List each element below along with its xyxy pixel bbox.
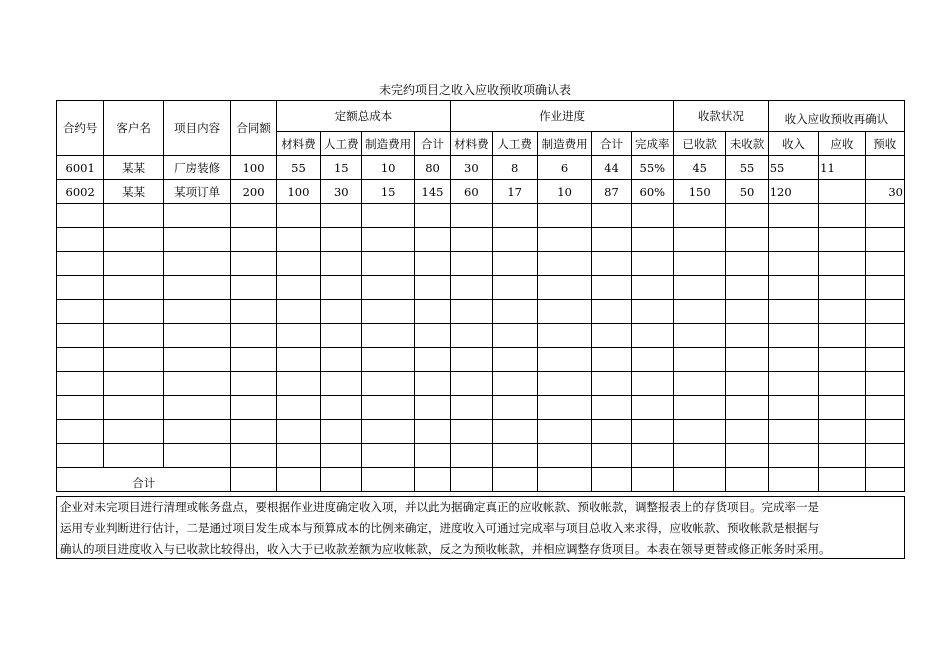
table-cell[interactable] (451, 420, 492, 444)
table-cell[interactable] (163, 420, 231, 444)
table-cell[interactable] (492, 276, 537, 300)
table-cell[interactable] (451, 372, 492, 396)
table-cell[interactable]: 厂房装修 (163, 156, 231, 180)
table-cell[interactable] (537, 468, 591, 492)
header-unreceived: 未收款 (726, 132, 768, 156)
table-cell[interactable] (865, 372, 904, 396)
total-row (57, 468, 905, 492)
table-cell[interactable]: 10 (537, 180, 591, 204)
table-cell[interactable] (537, 252, 591, 276)
table-cell[interactable] (451, 396, 492, 420)
table-cell[interactable]: 6 (537, 156, 591, 180)
table-cell[interactable] (163, 372, 231, 396)
table-cell[interactable] (673, 444, 725, 468)
table-cell[interactable] (865, 156, 904, 180)
table-cell[interactable] (276, 468, 320, 492)
table-cell[interactable] (819, 276, 865, 300)
table-cell[interactable] (414, 348, 450, 372)
table-cell[interactable] (673, 348, 725, 372)
table-cell[interactable] (537, 420, 591, 444)
table-cell[interactable]: 6001 (57, 156, 104, 180)
table-cell[interactable] (362, 396, 414, 420)
table-cell[interactable] (231, 348, 276, 372)
table-cell[interactable] (231, 444, 276, 468)
table-cell[interactable] (451, 228, 492, 252)
table-cell[interactable] (451, 324, 492, 348)
table-cell[interactable] (768, 444, 818, 468)
table-cell[interactable] (673, 204, 725, 228)
table-cell[interactable] (492, 324, 537, 348)
table-cell[interactable] (819, 204, 865, 228)
table-cell[interactable] (104, 204, 163, 228)
table-cell[interactable]: 15 (362, 180, 414, 204)
table-cell[interactable]: 11 (819, 156, 865, 180)
table-cell[interactable]: 55 (276, 156, 320, 180)
table-cell[interactable]: 某某 (104, 156, 163, 180)
header-received: 已收款 (673, 132, 725, 156)
table-cell[interactable]: 8 (492, 156, 537, 180)
table-cell[interactable] (492, 204, 537, 228)
table-cell[interactable] (592, 276, 631, 300)
empty-row (57, 276, 905, 300)
table-cell[interactable] (726, 276, 768, 300)
table-cell[interactable] (819, 252, 865, 276)
table-cell[interactable] (537, 204, 591, 228)
header-subtotal: 合计 (414, 132, 450, 156)
table-cell[interactable] (492, 252, 537, 276)
table-cell[interactable] (321, 444, 362, 468)
table-cell[interactable] (768, 252, 818, 276)
table-cell[interactable] (231, 300, 276, 324)
table-cell[interactable] (163, 276, 231, 300)
table-cell[interactable] (362, 372, 414, 396)
table-cell[interactable] (768, 204, 818, 228)
table-cell[interactable] (321, 372, 362, 396)
header-row-1 (57, 101, 905, 132)
spreadsheet-table (56, 100, 905, 492)
table-cell[interactable] (819, 420, 865, 444)
table-cell[interactable]: 45 (673, 156, 725, 180)
table-cell[interactable] (451, 468, 492, 492)
table-cell[interactable] (537, 444, 591, 468)
table-cell[interactable] (451, 276, 492, 300)
table-cell[interactable]: 120 (768, 180, 818, 204)
table-cell[interactable] (492, 228, 537, 252)
table-cell[interactable]: 17 (492, 180, 537, 204)
table-cell[interactable] (57, 252, 104, 276)
table-cell[interactable]: 60 (451, 180, 492, 204)
table-cell[interactable] (865, 204, 904, 228)
table-cell[interactable] (865, 444, 904, 468)
table-cell[interactable]: 80 (414, 156, 450, 180)
table-cell[interactable] (592, 468, 631, 492)
table-cell[interactable] (321, 468, 362, 492)
table-cell[interactable] (362, 300, 414, 324)
table-cell[interactable] (592, 228, 631, 252)
table-cell[interactable] (163, 324, 231, 348)
table-cell[interactable]: 150 (673, 180, 725, 204)
table-cell[interactable] (865, 396, 904, 420)
table-cell[interactable] (631, 252, 673, 276)
table-cell[interactable] (592, 204, 631, 228)
table-cell[interactable]: 44 (592, 156, 631, 180)
table-cell[interactable] (163, 396, 231, 420)
table-row (57, 156, 905, 180)
table-cell[interactable] (362, 420, 414, 444)
table-cell[interactable]: 87 (592, 180, 631, 204)
table-cell[interactable] (57, 324, 104, 348)
table-cell[interactable] (414, 204, 450, 228)
table-cell[interactable] (631, 348, 673, 372)
table-cell[interactable] (362, 204, 414, 228)
table-row (57, 180, 905, 204)
table-cell[interactable] (414, 420, 450, 444)
table-cell[interactable] (819, 468, 865, 492)
table-cell[interactable] (492, 468, 537, 492)
table-cell[interactable] (673, 300, 725, 324)
table-cell[interactable] (631, 228, 673, 252)
table-cell[interactable] (321, 228, 362, 252)
table-cell[interactable] (362, 468, 414, 492)
table-cell[interactable] (819, 372, 865, 396)
table-cell[interactable] (492, 348, 537, 372)
table-cell[interactable]: 某项订单 (163, 180, 231, 204)
header-advance: 预收 (865, 132, 904, 156)
header-contract-amount: 合同额 (231, 101, 276, 156)
table-cell[interactable] (276, 252, 320, 276)
table-cell[interactable] (673, 252, 725, 276)
table-cell[interactable] (592, 348, 631, 372)
empty-row (57, 300, 905, 324)
table-cell[interactable] (276, 276, 320, 300)
table-cell[interactable] (414, 444, 450, 468)
table-cell[interactable] (631, 396, 673, 420)
table-cell[interactable] (231, 372, 276, 396)
table-cell[interactable] (104, 348, 163, 372)
table-cell[interactable] (104, 300, 163, 324)
table-cell[interactable] (104, 276, 163, 300)
table-cell[interactable] (631, 204, 673, 228)
table-cell[interactable] (57, 372, 104, 396)
table-cell[interactable] (865, 300, 904, 324)
table-cell[interactable] (104, 252, 163, 276)
table-title: 未完约项目之收入应收预收项确认表 (378, 83, 571, 97)
empty-row (57, 324, 905, 348)
table-cell[interactable] (231, 204, 276, 228)
table-cell[interactable] (819, 444, 865, 468)
table-cell[interactable]: 145 (414, 180, 450, 204)
table-cell[interactable] (57, 276, 104, 300)
table-cell[interactable] (492, 372, 537, 396)
table-cell[interactable] (726, 372, 768, 396)
header-manufacturing-2: 制造费用 (537, 132, 591, 156)
table-cell[interactable] (537, 228, 591, 252)
table-cell[interactable] (163, 444, 231, 468)
table-cell[interactable] (321, 348, 362, 372)
table-cell[interactable] (276, 396, 320, 420)
table-cell[interactable] (362, 444, 414, 468)
table-cell[interactable] (768, 228, 818, 252)
table-cell[interactable] (631, 324, 673, 348)
table-cell[interactable] (726, 300, 768, 324)
header-subtotal-2: 合计 (592, 132, 631, 156)
table-cell[interactable] (492, 396, 537, 420)
table-cell[interactable] (104, 396, 163, 420)
table-cell[interactable] (631, 276, 673, 300)
table-cell[interactable] (768, 348, 818, 372)
header-quota-cost: 定额总成本 (276, 101, 450, 132)
table-cell[interactable]: 某某 (104, 180, 163, 204)
table-cell[interactable] (57, 420, 104, 444)
empty-row (57, 204, 905, 228)
table-cell[interactable] (673, 324, 725, 348)
table-cell[interactable] (537, 300, 591, 324)
table-cell[interactable] (231, 420, 276, 444)
table-cell[interactable] (57, 444, 104, 468)
header-project: 项目内容 (163, 101, 231, 156)
table-cell[interactable]: 200 (231, 180, 276, 204)
table-cell[interactable] (104, 420, 163, 444)
empty-row (57, 348, 905, 372)
table-cell[interactable] (163, 348, 231, 372)
table-cell[interactable] (276, 348, 320, 372)
empty-row (57, 396, 905, 420)
table-cell[interactable] (231, 252, 276, 276)
table-cell[interactable] (537, 396, 591, 420)
header-manufacturing: 制造费用 (362, 132, 414, 156)
table-cell[interactable] (631, 420, 673, 444)
table-cell[interactable] (768, 468, 818, 492)
table-cell[interactable] (768, 372, 818, 396)
header-customer: 客户名 (104, 101, 163, 156)
table-cell[interactable] (321, 204, 362, 228)
table-cell[interactable] (362, 324, 414, 348)
table-cell[interactable] (163, 204, 231, 228)
table-cell[interactable] (819, 348, 865, 372)
table-cell[interactable] (414, 276, 450, 300)
table-cell[interactable] (726, 204, 768, 228)
table-cell[interactable] (673, 372, 725, 396)
table-cell[interactable] (819, 300, 865, 324)
table-cell[interactable] (768, 300, 818, 324)
table-cell[interactable] (231, 276, 276, 300)
table-cell[interactable] (726, 348, 768, 372)
table-cell[interactable] (726, 324, 768, 348)
table-cell[interactable] (231, 396, 276, 420)
empty-row (57, 228, 905, 252)
table-cell[interactable] (163, 300, 231, 324)
table-cell[interactable] (276, 420, 320, 444)
table-cell[interactable] (768, 276, 818, 300)
table-cell[interactable] (726, 468, 768, 492)
header-completion-rate: 完成率 (631, 132, 673, 156)
table-cell[interactable] (276, 324, 320, 348)
table-cell[interactable] (631, 372, 673, 396)
table-cell[interactable] (673, 396, 725, 420)
table-cell[interactable] (537, 372, 591, 396)
table-cell[interactable] (865, 276, 904, 300)
header-reconfirm: 收入应收预收再确认 (768, 101, 904, 132)
table-cell[interactable] (276, 372, 320, 396)
table-cell[interactable] (276, 444, 320, 468)
table-cell[interactable]: 55 (726, 156, 768, 180)
table-cell[interactable] (726, 252, 768, 276)
table-cell[interactable] (57, 204, 104, 228)
table-cell[interactable] (768, 420, 818, 444)
table-cell[interactable] (104, 228, 163, 252)
header-receivable: 应收 (819, 132, 865, 156)
table-cell[interactable] (451, 252, 492, 276)
table-cell[interactable] (321, 252, 362, 276)
note-line: 运用专业判断进行估计，二是通过项目发生成本与预算成本的比例来确定，进度收入可通过完成率与项目总收入来求得，应收帐款、预收帐款是根据与 (60, 521, 819, 535)
table-cell[interactable] (362, 348, 414, 372)
note-line: 企业对未完项目进行清理或帐务盘点，要根据作业进度确定收入项，并以此为据确定真正的应收帐款、预收帐款，调整报表上的存货项目。完成率一是 (60, 500, 819, 514)
table-cell[interactable] (592, 396, 631, 420)
table-cell[interactable] (414, 324, 450, 348)
empty-row (57, 252, 905, 276)
header-material: 材料费 (276, 132, 320, 156)
note-line: 确认的项目进度收入与已收款比较得出，收入大于已收款差额为应收帐款，反之为预收帐款，并相应调整存货项目。本表在领导更替或修正帐务时采用。 (60, 542, 831, 556)
table-cell[interactable] (231, 324, 276, 348)
table-cell[interactable] (726, 420, 768, 444)
table-cell[interactable] (362, 252, 414, 276)
table-cell[interactable] (57, 300, 104, 324)
table-cell[interactable] (163, 252, 231, 276)
table-cell[interactable] (492, 300, 537, 324)
table-cell[interactable] (492, 420, 537, 444)
table-cell[interactable] (726, 444, 768, 468)
table-cell[interactable] (726, 396, 768, 420)
header-collection: 收款状况 (673, 101, 768, 132)
table-cell[interactable] (673, 468, 725, 492)
table-cell[interactable] (321, 396, 362, 420)
header-material-2: 材料费 (451, 132, 492, 156)
table-cell[interactable] (362, 228, 414, 252)
table-cell[interactable] (726, 228, 768, 252)
table-cell[interactable] (673, 420, 725, 444)
table-cell[interactable] (231, 468, 276, 492)
table-cell[interactable] (819, 180, 865, 204)
table-cell[interactable]: 55 (768, 156, 818, 180)
table-cell[interactable] (865, 324, 904, 348)
table-cell[interactable]: 100 (231, 156, 276, 180)
table-cell[interactable]: 100 (276, 180, 320, 204)
table-cell[interactable] (592, 372, 631, 396)
table-cell[interactable] (321, 420, 362, 444)
table-cell[interactable] (414, 372, 450, 396)
table-cell[interactable]: 30 (451, 156, 492, 180)
table-cell[interactable] (492, 444, 537, 468)
table-cell[interactable] (631, 444, 673, 468)
table-cell[interactable] (163, 228, 231, 252)
table-cell[interactable] (104, 324, 163, 348)
table-cell[interactable] (537, 348, 591, 372)
table-cell[interactable]: 55% (631, 156, 673, 180)
table-cell[interactable]: 50 (726, 180, 768, 204)
table-cell[interactable] (768, 396, 818, 420)
table-cell[interactable] (276, 228, 320, 252)
table-cell[interactable] (414, 228, 450, 252)
header-labor: 人工费 (321, 132, 362, 156)
table-cell[interactable] (57, 348, 104, 372)
table-cell[interactable] (414, 300, 450, 324)
table-cell[interactable] (865, 468, 904, 492)
table-cell[interactable] (57, 228, 104, 252)
table-cell[interactable] (592, 324, 631, 348)
table-cell[interactable] (451, 444, 492, 468)
header-contract-no: 合约号 (57, 101, 104, 156)
table-cell[interactable] (451, 204, 492, 228)
table-cell[interactable] (865, 228, 904, 252)
table-cell[interactable] (104, 372, 163, 396)
table-cell[interactable] (673, 228, 725, 252)
table-cell[interactable] (451, 348, 492, 372)
table-cell[interactable]: 60% (631, 180, 673, 204)
empty-row (57, 444, 905, 468)
table-cell[interactable]: 15 (321, 156, 362, 180)
table-cell[interactable] (537, 276, 591, 300)
table-cell[interactable] (865, 420, 904, 444)
table-cell[interactable] (819, 228, 865, 252)
table-cell[interactable] (414, 252, 450, 276)
table-cell[interactable] (231, 228, 276, 252)
table-cell[interactable] (321, 276, 362, 300)
table-cell[interactable] (57, 396, 104, 420)
table-cell[interactable] (104, 444, 163, 468)
table-cell[interactable] (768, 324, 818, 348)
table-cell[interactable] (819, 396, 865, 420)
table-cell[interactable] (631, 300, 673, 324)
table-cell[interactable] (276, 204, 320, 228)
table-cell[interactable] (276, 300, 320, 324)
table-cell[interactable] (592, 300, 631, 324)
header-labor-2: 人工费 (492, 132, 537, 156)
table-cell[interactable] (865, 252, 904, 276)
table-cell[interactable] (819, 324, 865, 348)
table-cell[interactable] (631, 468, 673, 492)
table-cell[interactable] (414, 468, 450, 492)
table-cell[interactable] (592, 444, 631, 468)
table-cell[interactable] (321, 300, 362, 324)
header-progress: 作业进度 (451, 101, 674, 132)
table-cell[interactable]: 10 (362, 156, 414, 180)
table-cell[interactable] (362, 276, 414, 300)
table-cell[interactable] (865, 348, 904, 372)
table-cell[interactable] (592, 420, 631, 444)
header-income: 收入 (768, 132, 818, 156)
table-cell[interactable] (592, 252, 631, 276)
table-cell[interactable]: 6002 (57, 180, 104, 204)
table-cell[interactable] (673, 276, 725, 300)
table-cell[interactable] (321, 324, 362, 348)
empty-row (57, 420, 905, 444)
table-cell[interactable] (414, 396, 450, 420)
table-cell[interactable]: 30 (321, 180, 362, 204)
table-cell[interactable]: 30 (865, 180, 904, 204)
empty-row (57, 372, 905, 396)
explanation-note (56, 496, 905, 559)
table-cell[interactable] (537, 324, 591, 348)
total-label: 合计 (57, 468, 231, 492)
table-cell[interactable] (451, 300, 492, 324)
